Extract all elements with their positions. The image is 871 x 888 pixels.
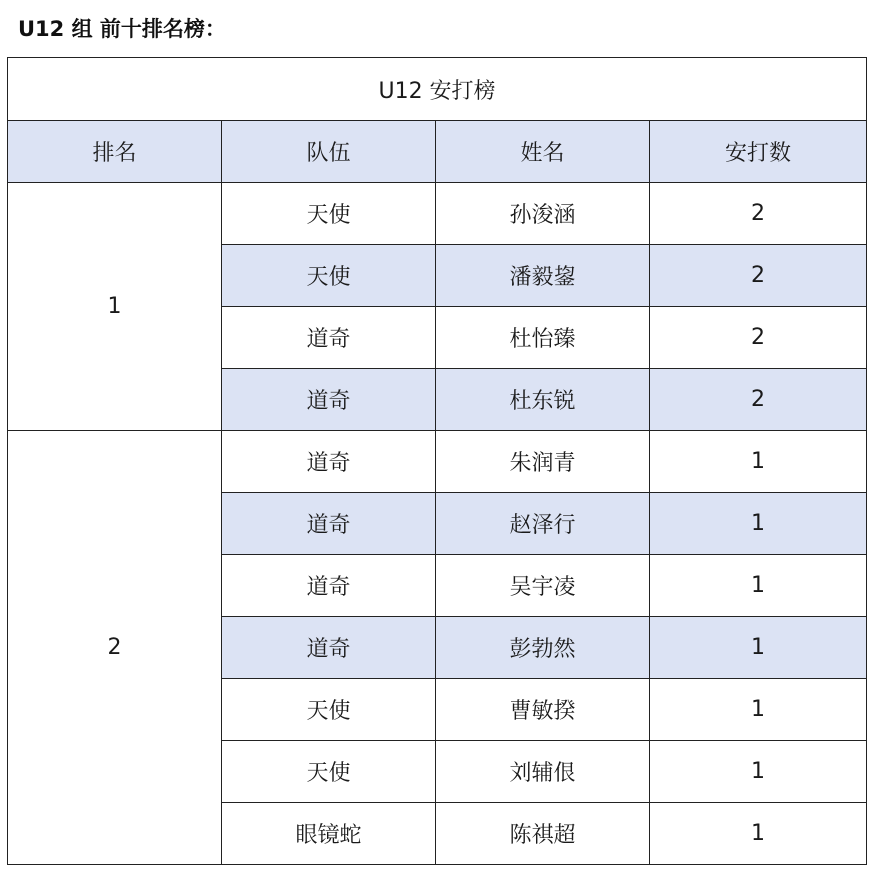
team-cell: 天使 (222, 741, 436, 803)
table-row (8, 431, 867, 493)
column-header-team: 队伍 (222, 121, 436, 183)
team-cell: 天使 (222, 679, 436, 741)
team-cell: 道奇 (222, 431, 436, 493)
page-heading: U12 组 前十排名榜： (18, 17, 226, 41)
team-cell: 眼镜蛇 (222, 803, 436, 865)
player-name-cell: 杜东锐 (436, 369, 650, 431)
column-header-rank: 排名 (8, 121, 222, 183)
hits-cell: 2 (650, 307, 867, 369)
hits-cell: 1 (650, 803, 867, 865)
team-cell: 道奇 (222, 617, 436, 679)
hits-cell: 2 (650, 369, 867, 431)
player-name-cell: 曹敏揆 (436, 679, 650, 741)
table-title: U12 安打榜 (8, 58, 867, 121)
hits-cell: 1 (650, 555, 867, 617)
player-name-cell: 杜怡臻 (436, 307, 650, 369)
hits-cell: 1 (650, 493, 867, 555)
team-cell: 天使 (222, 183, 436, 245)
team-cell: 道奇 (222, 307, 436, 369)
column-header-row (8, 121, 867, 183)
team-cell: 道奇 (222, 493, 436, 555)
player-name-cell: 吴宇凌 (436, 555, 650, 617)
column-header-name: 姓名 (436, 121, 650, 183)
team-cell: 道奇 (222, 369, 436, 431)
rank-cell: 1 (8, 183, 222, 431)
hits-leaderboard-table (7, 57, 867, 865)
player-name-cell: 孙浚涵 (436, 183, 650, 245)
team-cell: 道奇 (222, 555, 436, 617)
player-name-cell: 彭勃然 (436, 617, 650, 679)
rank-cell: 2 (8, 431, 222, 865)
hits-cell: 1 (650, 741, 867, 803)
player-name-cell: 刘辅佷 (436, 741, 650, 803)
hits-cell: 1 (650, 617, 867, 679)
hits-cell: 1 (650, 431, 867, 493)
hits-cell: 2 (650, 245, 867, 307)
column-header-hits: 安打数 (650, 121, 867, 183)
hits-cell: 1 (650, 679, 867, 741)
player-name-cell: 赵泽行 (436, 493, 650, 555)
table-row (8, 183, 867, 245)
player-name-cell: 朱润青 (436, 431, 650, 493)
hits-cell: 2 (650, 183, 867, 245)
team-cell: 天使 (222, 245, 436, 307)
player-name-cell: 陈祺超 (436, 803, 650, 865)
player-name-cell: 潘毅鋆 (436, 245, 650, 307)
table-title-row (8, 58, 867, 121)
